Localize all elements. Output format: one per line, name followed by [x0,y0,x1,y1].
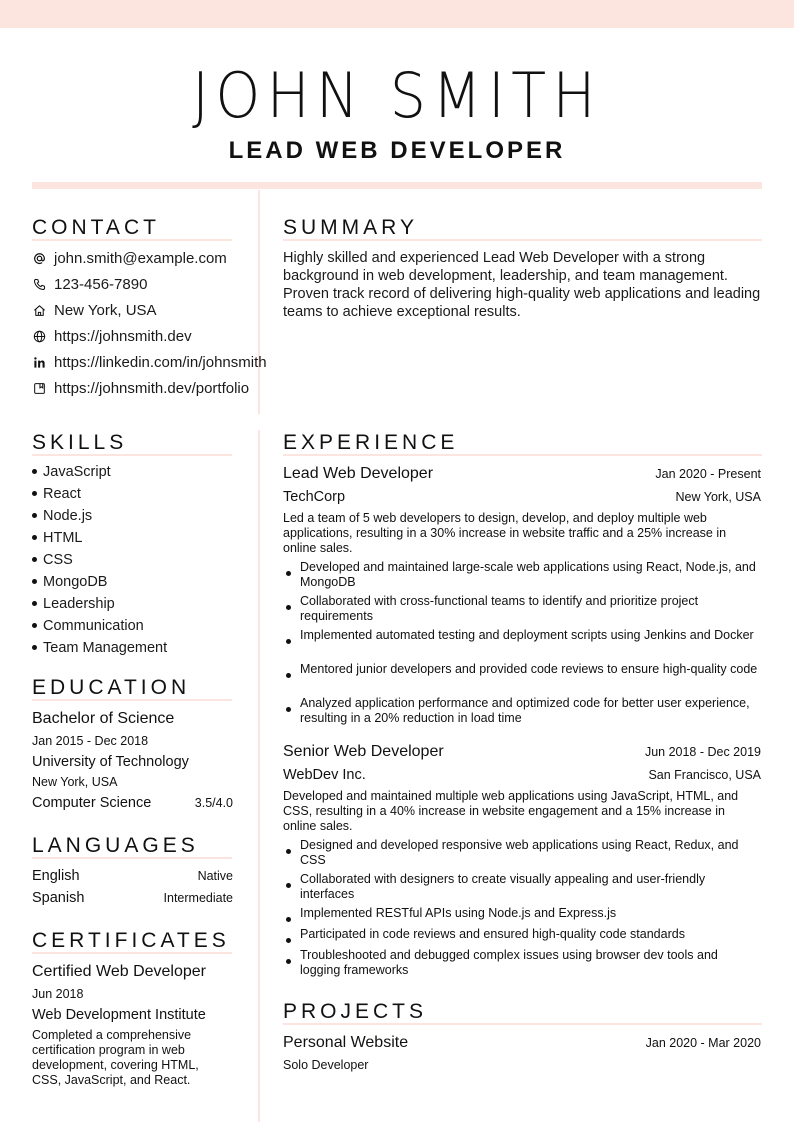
education-degree: Bachelor of Science [32,710,175,727]
education-location: New York, USA [32,775,118,789]
bullet-dot [286,883,291,888]
language-level: Intermediate [163,891,233,905]
job-location: New York, USA [675,490,761,504]
job-company-row [283,767,761,783]
job-bullet: Collaborated with designers to create visually appealing and user-friendly interfaces [300,872,706,901]
column-divider-bottom [258,430,260,1122]
projects-heading: PROJECTS [283,1000,428,1023]
job-bullet: Participated in code reviews and ensured high-quality code standards [300,927,685,941]
bullet-dot [286,849,291,854]
education-school: University of Technology [32,754,189,770]
bullet-dot [32,557,37,562]
job-bullet: Implemented RESTful APIs using Node.js and Express.js [300,906,617,920]
bullet-dot [32,579,37,584]
skill-item: CSS [32,552,73,572]
bullet-dot [32,645,37,650]
project-name: Personal Website [283,1034,409,1051]
certificate-issuer: Web Development Institute [32,1007,206,1023]
bullet-dot [32,535,37,540]
job-title-row [283,465,761,483]
contact-website-text: https://johnsmith.dev [54,327,192,345]
education-heading: EDUCATION [32,676,191,699]
contact-linkedin[interactable] [32,352,267,372]
project-role: Solo Developer [283,1058,369,1072]
summary-heading: SUMMARY [283,216,418,239]
language-name: English [32,868,80,884]
bullet-dot [32,491,37,496]
bullet-dot [286,938,291,943]
job-company-row [283,489,761,505]
contact-location [32,300,157,320]
skill-item: React [32,486,81,506]
summary-heading-rule [283,239,762,241]
skill-item: Communication [32,618,144,638]
education-gpa: 3.5/4.0 [194,796,233,810]
bullet-dot [32,513,37,518]
job-bullet: Mentored junior developers and provided code reviews to ensure high-quality code [300,662,758,676]
certificate-date: Jun 2018 [32,987,84,1001]
phone-icon [32,277,47,292]
languages-heading-rule [32,857,232,859]
portfolio-icon [32,381,47,396]
language-row [32,868,233,884]
language-name: Spanish [32,890,85,906]
job-bullet: Analyzed application performance and optimized code for better user experience, resulting in a 20% reduction in load time [300,696,750,725]
job-location: San Francisco, USA [648,768,761,782]
skill-item: HTML [32,530,82,550]
job-bullet: Collaborated with cross-functional teams to identify and prioritize project requirements [300,594,699,623]
education-dates: Jan 2015 - Dec 2018 [32,734,149,748]
bullet-dot [32,623,37,628]
job-company: TechCorp [283,489,346,505]
bullet-dot [286,673,291,678]
column-divider-top [258,190,260,414]
skill-item: Leadership [32,596,115,616]
skill-item: Node.js [32,508,92,528]
projects-heading-rule [283,1023,762,1025]
contact-linkedin-text: https://linkedin.com/in/johnsmith [54,353,267,371]
certificates-heading-rule [32,952,232,954]
certificates-heading: CERTIFICATES [32,929,230,952]
experience-heading: EXPERIENCE [283,431,459,454]
education-field-row [32,795,233,811]
job-title-row [283,743,761,761]
contact-phone-text: 123-456-7890 [54,275,148,293]
education-field: Computer Science [32,795,152,811]
contact-portfolio[interactable] [32,378,249,398]
certificate-name: Certified Web Developer [32,963,207,980]
contact-email-text: john.smith@example.com [54,249,227,267]
job-bullet: Troubleshooted and debugged complex issues using browser dev tools and logging frameworks [300,948,718,977]
job-summary: Developed and maintained multiple web applications using JavaScript, HTML, and CSS, resulting in a 40% increase in website engagement and a 15% increase in online sales. [283,789,739,833]
bullet-dot [286,959,291,964]
skills-heading-rule [32,454,232,456]
job-summary: Led a team of 5 web developers to design, develop, and deploy multiple web applications, resulting in a 30% increase in website traffic and a 25% increase in online sales. [283,511,727,555]
job-bullet: Designed and developed responsive web applications using React, Redux, and CSS [300,838,739,867]
job-dates: Jun 2018 - Dec 2019 [644,745,761,759]
contact-portfolio-text: https://johnsmith.dev/portfolio [54,379,250,397]
contact-heading-rule [32,239,232,241]
at-icon [32,251,47,266]
job-bullet: Implemented automated testing and deployment scripts using Jenkins and Docker [300,628,754,642]
education-heading-rule [32,699,232,701]
bullet-dot [32,601,37,606]
linkedin-icon [32,355,47,370]
contact-email[interactable] [32,248,227,268]
job-role: Senior Web Developer [283,743,444,760]
job-bullet: Developed and maintained large-scale web applications using React, Node.js, and MongoDB [300,560,756,589]
header-rule [32,182,762,189]
home-icon [32,303,47,318]
bullet-dot [32,469,37,474]
candidate-name: JOHN SMITH [192,59,602,132]
contact-phone[interactable] [32,274,147,294]
job-company: WebDev Inc. [283,767,366,783]
job-title: LEAD WEB DEVELOPER [228,137,566,164]
bullet-dot [286,639,291,644]
bullet-dot [286,605,291,610]
language-level: Native [197,869,233,883]
skill-item: MongoDB [32,574,107,594]
language-row [32,890,233,906]
skill-item: JavaScript [32,464,111,484]
globe-icon [32,329,47,344]
bullet-dot [286,707,291,712]
experience-heading-rule [283,454,762,456]
languages-heading: LANGUAGES [32,834,199,857]
contact-website[interactable] [32,326,192,346]
contact-location-text: New York, USA [54,301,157,319]
summary-text: Highly skilled and experienced Lead Web Developer with a strong background in web development, leadership, and team management. Proven track record of delivering high-quality web applications and leading teams to achieve exceptional results. [283,250,761,320]
top-accent-band [0,0,794,28]
bullet-dot [286,571,291,576]
job-role: Lead Web Developer [283,465,434,482]
certificate-description: Completed a comprehensive certification program in web development, covering HTML, CSS, JavaScript, and React. [32,1028,199,1087]
skill-item: Team Management [32,640,167,660]
bullet-dot [286,917,291,922]
project-dates: Jan 2020 - Mar 2020 [645,1036,761,1050]
contact-heading: CONTACT [32,216,160,239]
project-title-row [283,1034,761,1052]
job-dates: Jan 2020 - Present [655,467,761,481]
skills-heading: SKILLS [32,431,128,454]
